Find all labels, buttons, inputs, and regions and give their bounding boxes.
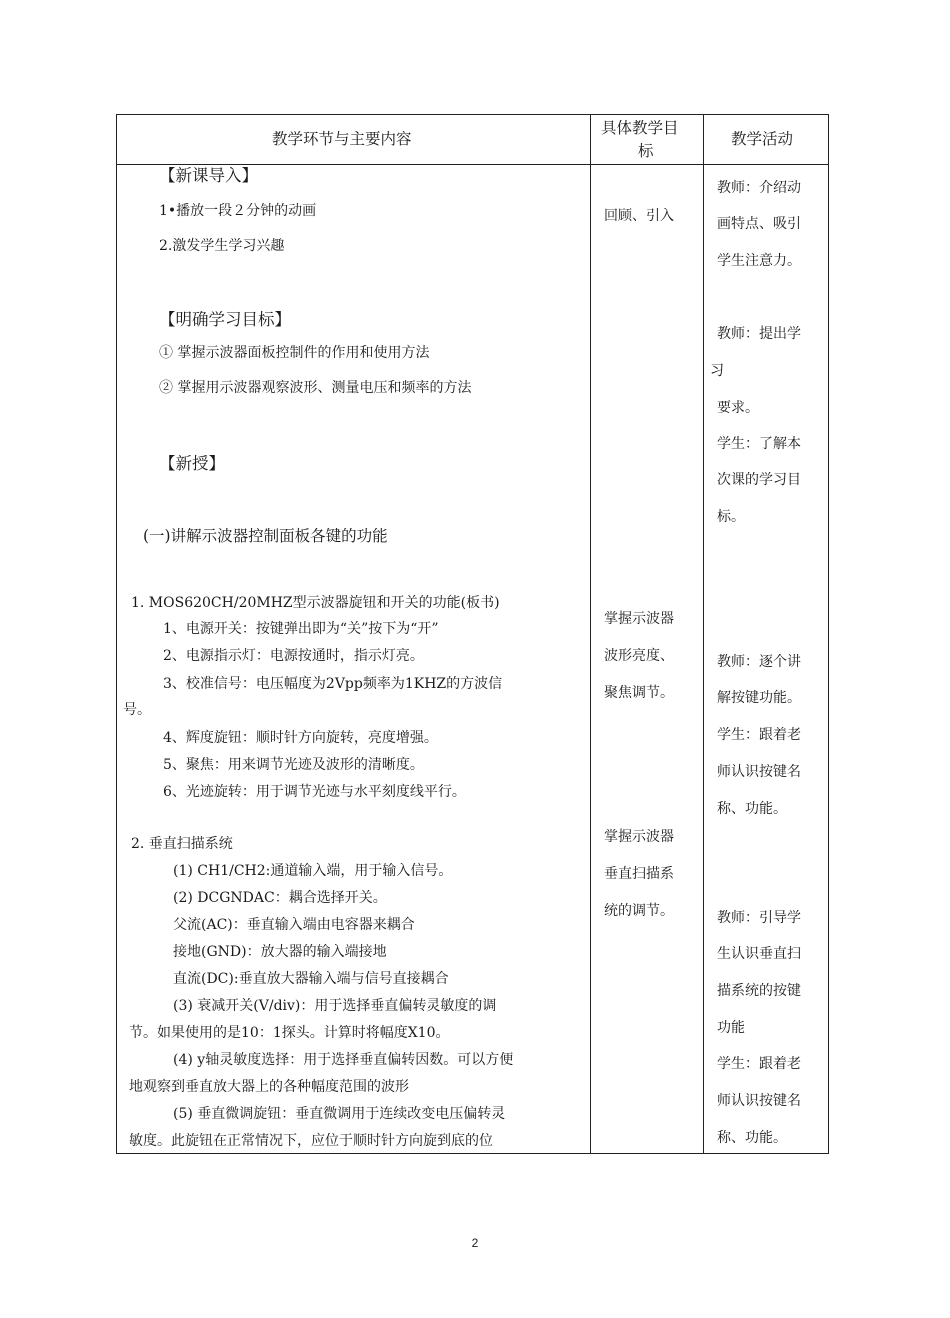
goal-text: 掌握示波器 — [604, 829, 674, 845]
activity-text: 要求。 — [717, 400, 759, 416]
content-line: 2.激发学生学习兴趣 — [159, 238, 285, 254]
column-divider — [703, 115, 704, 1153]
goal-text: 统的调节。 — [604, 903, 674, 919]
activity-text: 学生：了解本 — [717, 436, 801, 452]
activity-text: 学生：跟着老 — [717, 1056, 801, 1072]
activity-text: 标。 — [717, 509, 745, 525]
content-line: (5) 垂直微调旋钮：垂直微调用于连续改变电压偏转灵 — [173, 1106, 506, 1122]
activity-text: 教师：介绍动 — [717, 180, 801, 196]
column-divider — [590, 115, 591, 1153]
goal-text: 垂直扫描系 — [604, 866, 674, 882]
activity-text: 教师：提出学 — [717, 326, 801, 342]
activity-text: 学生：跟着老 — [717, 727, 801, 743]
goal-text: 波形亮度、 — [604, 648, 674, 664]
content-line: 直流(DC):垂直放大器输入端与信号直接耦合 — [173, 971, 449, 987]
content-line: 号。 — [123, 702, 151, 718]
content-line: ② 掌握用示波器观察波形、测量电压和频率的方法 — [159, 380, 472, 396]
content-line: 4、辉度旋钮：顺时针方向旋转，亮度增强。 — [163, 730, 438, 746]
header-divider — [117, 164, 828, 165]
content-line: 3、校准信号：电压幅度为2Vpp频率为1KHZ的方波信 — [163, 676, 503, 692]
content-line: (2) DCGNDAC：耦合选择开关。 — [173, 890, 387, 906]
section-learning-goals: 【明确学习目标】 — [159, 310, 291, 329]
activity-text: 生认识垂直扫 — [717, 946, 801, 962]
activity-text: 学生注意力。 — [717, 253, 801, 269]
activity-text: 称、功能。 — [717, 801, 787, 817]
content-line: (1) CH1/CH2:通道输入端，用于输入信号。 — [173, 863, 453, 879]
content-line: 父流(AC)：垂直输入端由电容器来耦合 — [173, 917, 415, 933]
content-line: 6、光迹旋转：用于调节光迹与水平刻度线平行。 — [163, 784, 466, 800]
item-heading: 2. 垂直扫描系统 — [131, 836, 233, 852]
activity-text: 功能 — [717, 1020, 745, 1036]
section-new-teaching: 【新授】 — [159, 454, 225, 473]
content-line: 地观察到垂直放大器上的各种幅度范围的波形 — [129, 1079, 409, 1095]
activity-text: 称、功能。 — [717, 1130, 787, 1146]
activity-text: 师认识按键名 — [717, 1093, 801, 1109]
header-goal-col-line1: 具体教学目 — [601, 119, 679, 137]
lesson-plan-table — [116, 114, 829, 1154]
goal-text: 聚焦调节。 — [604, 685, 674, 701]
activity-text: 解按键功能。 — [717, 690, 801, 706]
activity-text: 教师：引导学 — [717, 910, 801, 926]
part-heading: (一)讲解示波器控制面板各键的功能 — [143, 527, 388, 545]
header-goal-col-line2: 标 — [638, 142, 654, 160]
activity-text: 习 — [710, 363, 724, 379]
content-line: 接地(GND)：放大器的输入端接地 — [173, 944, 387, 960]
activity-text: 教师：逐个讲 — [717, 654, 801, 670]
header-activity-col: 教学活动 — [731, 130, 794, 148]
content-line: 5、聚焦：用来调节光迹及波形的清晰度。 — [163, 757, 424, 773]
activity-text: 画特点、吸引 — [717, 216, 801, 232]
content-line: ① 掌握示波器面板控制件的作用和使用方法 — [159, 345, 430, 361]
header-content-col: 教学环节与主要内容 — [272, 130, 412, 148]
content-line: 2、电源指示灯：电源按通时，指示灯亮。 — [163, 648, 424, 664]
page-number: 2 — [471, 1236, 479, 1250]
content-line: 1•播放一段２分钟的动画 — [159, 203, 317, 219]
goal-text: 掌握示波器 — [604, 611, 674, 627]
content-line: (4) y轴灵敏度选择：用于选择垂直偏转因数。可以方便 — [173, 1052, 514, 1068]
item-heading: 1. MOS620CH/20MHZ型示波器旋钮和开关的功能(板书) — [131, 595, 500, 611]
content-line: 节。如果使用的是10：1探头。计算时将幅度X10。 — [129, 1025, 450, 1041]
goal-text: 回顾、引入 — [604, 208, 674, 224]
activity-text: 次课的学习目 — [717, 472, 801, 488]
activity-text: 描系统的按键 — [717, 983, 801, 999]
section-new-lesson-intro: 【新课导入】 — [159, 166, 258, 185]
content-line: 敏度。此旋钮在正常情况下，应位于顺时针方向旋到底的位 — [129, 1133, 493, 1149]
activity-text: 师认识按键名 — [717, 764, 801, 780]
content-line: (3) 衰减开关(V/div)：用于选择垂直偏转灵敏度的调 — [173, 998, 497, 1014]
content-line: 1、电源开关：按键弹出即为“关”按下为“开” — [163, 621, 439, 637]
